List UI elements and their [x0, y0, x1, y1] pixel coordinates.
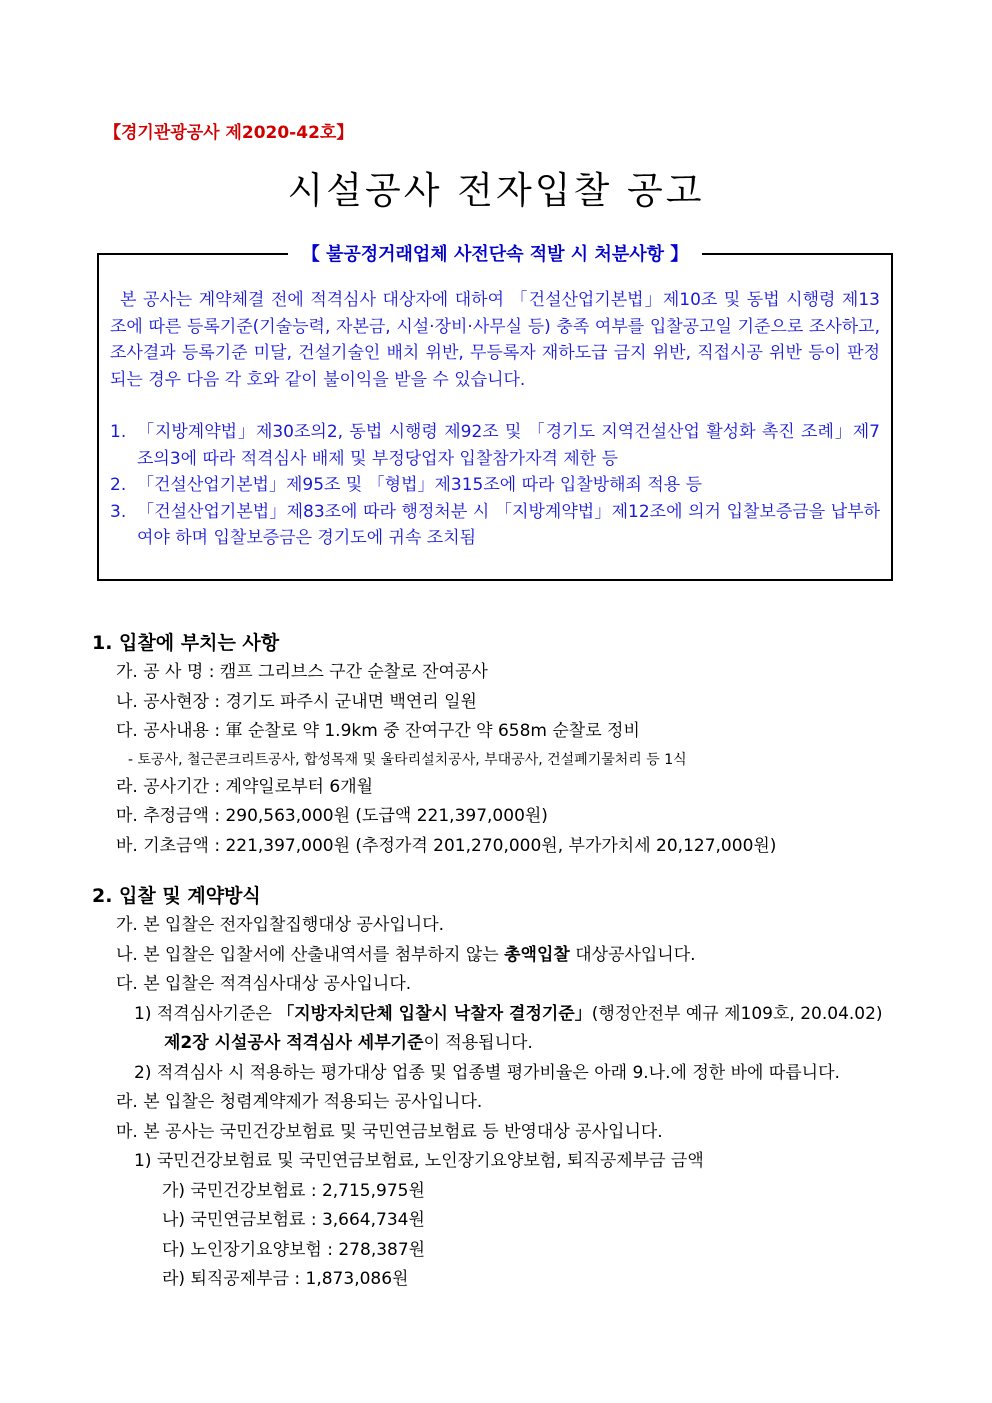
method-text: (행정안전부 예규 제109호, 20.04.02) — [591, 1003, 883, 1024]
detail-row: 마. 추정금액 : 290,563,000원 (도급액 221,397,000원) — [116, 806, 548, 826]
warning-item-number: 3. — [110, 501, 127, 522]
warning-item — [110, 472, 880, 499]
section-bid-method — [92, 881, 900, 1295]
method-bold-text: 제2장 시설공사 적격심사 세부기준 — [164, 1033, 424, 1053]
warning-item-number: 1. — [110, 422, 127, 442]
method-bold-text: 총액입찰 — [504, 944, 570, 965]
warning-body — [110, 287, 880, 552]
warning-item-text: 「건설산업기본법」제83조에 따라 행정처분 시 「지방계약법」제12조에 의거 입찰보증금을 납부하여야 하며 입찰보증금은 경기도에 귀속 조치됨 — [137, 501, 880, 548]
method-text: 나. 본 입찰은 입찰서에 산출내역서를 첨부하지 않는 — [116, 944, 505, 965]
section-heading: 1. 입찰에 부치는 사항 — [92, 632, 280, 654]
section-bid-details — [92, 628, 900, 861]
notice-number: 【경기관광공사 제2020-42호】 — [104, 123, 354, 143]
method-sub-row: 2) 적격심사 시 적용하는 평가대상 업종 및 업종별 평가비율은 아래 9.나.에 정한 바에 따릅니다. — [134, 1062, 840, 1083]
method-text: 대상공사입니다. — [569, 944, 696, 965]
section-heading: 2. 입찰 및 계약방식 — [92, 885, 261, 907]
warning-intro: 본 공사는 계약체결 전에 적격심사 대상자에 대하여 「건설산업기본법」제10조 및 동법 시행령 제13조에 따른 등록기준(기술능력, 자본금, 시설·장비·사무실 등) 충족 여부를 입찰공고일 기준으로 조사하고, 조사결과 등록기준 미달, 건설기술인 배치 위반, 무등록자 재하도급 금지 위반, 직접시공 위반 등이 판정되는 경우 다음 각 호와 같이 불이익을 받을 수 있습니다. — [110, 290, 880, 390]
warning-box — [97, 244, 893, 581]
method-text: 1) 적격심사기준은 — [134, 1003, 278, 1024]
method-row: 다. 본 입찰은 적격심사대상 공사입니다. — [116, 974, 412, 994]
method-text: 이 적용됩니다. — [423, 1033, 533, 1053]
detail-row: 다. 공사내용 : 軍 순찰로 약 1.9km 중 잔여구간 약 658m 순찰로 정비 — [116, 721, 640, 741]
warning-heading: 【 불공정거래업체 사전단속 적발 시 처분사항 】 — [288, 244, 703, 265]
warning-item — [110, 499, 880, 552]
page-title: 시설공사 전자입찰 공고 — [287, 169, 705, 212]
method-row — [92, 941, 900, 971]
detail-sub-note: - 토공사, 철근콘크리트공사, 합성목재 및 울타리설치공사, 부대공사, 건설폐기물처리 등 1식 — [128, 751, 687, 768]
warning-item-text: 「건설산업기본법」제95조 및 「형법」제315조에 따라 입찰방해죄 적용 등 — [137, 475, 703, 495]
fee-row: 다) 노인장기요양보험 : 278,387원 — [162, 1239, 426, 1260]
detail-row: 라. 공사기간 : 계약일로부터 6개월 — [116, 776, 374, 797]
fee-row: 가) 국민건강보험료 : 2,715,975원 — [162, 1180, 425, 1201]
warning-item — [110, 419, 880, 472]
fee-row: 나) 국민연금보험료 : 3,664,734원 — [162, 1210, 425, 1230]
warning-item-text: 「지방계약법」제30조의2, 동법 시행령 제92조 및 「경기도 지역건설산업 활성화 촉진 조례」제7조의3에 따라 적격심사 배제 및 부정당업자 입찰참가자격 제한 등 — [137, 422, 880, 469]
detail-row: 가. 공 사 명 : 캠프 그리브스 구간 순찰로 잔여공사 — [116, 662, 488, 682]
detail-row: 바. 기초금액 : 221,397,000원 (추정가격 201,270,000원, 부가가치세 20,127,000원) — [116, 835, 777, 856]
method-row: 마. 본 공사는 국민건강보험료 및 국민연금보험료 등 반영대상 공사입니다. — [116, 1121, 663, 1142]
method-sub-row: 1) 국민건강보험료 및 국민연금보험료, 노인장기요양보험, 퇴직공제부금 금액 — [134, 1151, 704, 1171]
warning-item-number: 2. — [110, 475, 127, 495]
detail-row: 나. 공사현장 : 경기도 파주시 군내면 백연리 일원 — [116, 691, 477, 712]
method-row: 라. 본 입찰은 청렴계약제가 적용되는 공사입니다. — [116, 1092, 483, 1112]
fee-row: 라) 퇴직공제부금 : 1,873,086원 — [162, 1269, 409, 1289]
warning-list — [110, 419, 880, 552]
method-bold-text: 「지방자치단체 입찰시 낙찰자 결정기준」 — [277, 1003, 592, 1024]
method-sub-row — [92, 1000, 900, 1059]
method-row: 가. 본 입찰은 전자입찰집행대상 공사입니다. — [116, 915, 445, 935]
